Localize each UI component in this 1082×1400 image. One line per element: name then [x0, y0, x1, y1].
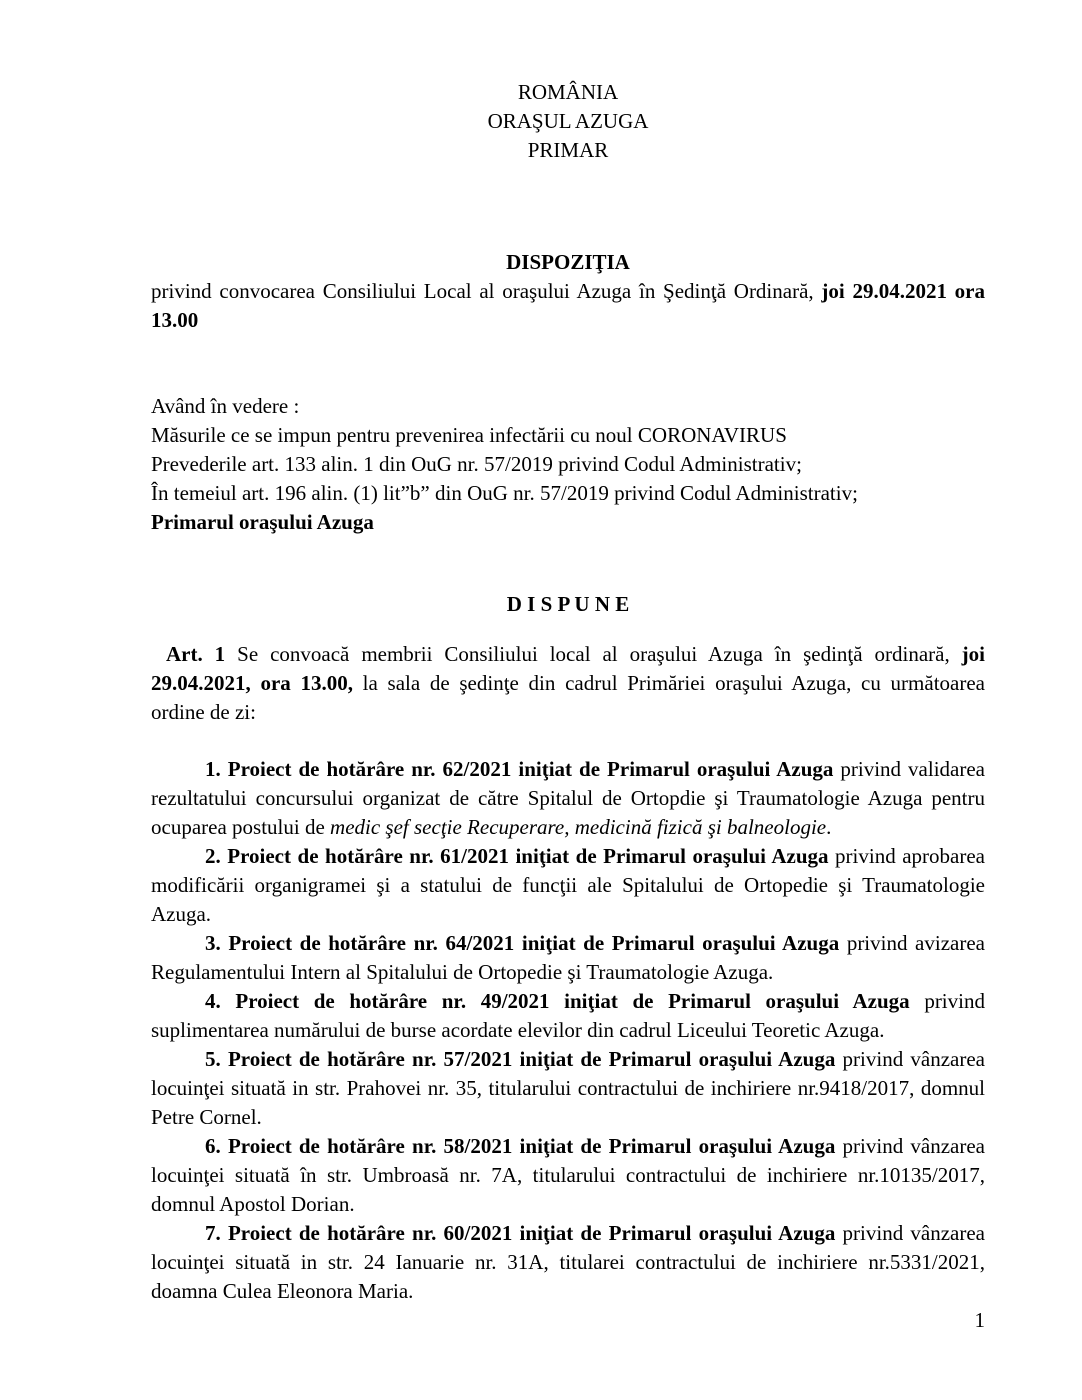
agenda-item-title: 7. Proiect de hotărâre nr. 60/2021 iniţiat de Primarul oraşului Azuga — [205, 1221, 836, 1245]
agenda-item-title: 1. Proiect de hotărâre nr. 62/2021 iniţiat de Primarul oraşului Azuga — [205, 757, 834, 781]
agenda-item-1 — [151, 755, 985, 842]
agenda-item-title: 4. Proiect de hotărâre nr. 49/2021 iniţiat de Primarul oraşului Azuga — [205, 989, 910, 1013]
agenda-item-5 — [151, 1045, 985, 1132]
article-1-label: Art. 1 — [166, 642, 226, 666]
agenda-item-text: privind vânzarea locuinţei situată în str. Umbroasă nr. 7A, titularului contractului de inchiriere nr.10135/2017, domnul Apostol Dorian. — [151, 1134, 985, 1216]
agenda-item-4 — [151, 987, 985, 1045]
header-country: ROMÂNIA — [517, 80, 619, 104]
dispune-heading: D I S P U N E — [506, 592, 630, 616]
header-office: PRIMAR — [527, 138, 609, 162]
agenda-item-6 — [151, 1132, 985, 1219]
subtitle-date-bold: joi 29.04.2021 ora 13.00 — [151, 279, 985, 332]
agenda-item-text: privind vânzarea locuinţei situată in str. 24 Ianuarie nr. 31A, titularei contractului de inchiriere nr.5331/2021, doamna Culea Eleonora Maria. — [151, 1221, 985, 1303]
preamble-line: Prevederile art. 133 alin. 1 din OuG nr. 57/2019 privind Codul Administrativ; — [151, 452, 802, 476]
title-block — [151, 248, 985, 335]
article-1-date-bold: joi 29.04.2021, ora 13.00, — [151, 642, 985, 695]
agenda-item-text: privind aprobarea modificării organigramei şi a statului de funcţii ale Spitalului de Ortopedie şi Traumatologie Azuga. — [151, 844, 985, 926]
agenda-item-title: 6. Proiect de hotărâre nr. 58/2021 iniţiat de Primarul oraşului Azuga — [205, 1134, 836, 1158]
agenda-item-title: 3. Proiect de hotărâre nr. 64/2021 iniţiat de Primarul oraşului Azuga — [205, 931, 840, 955]
article-1 — [151, 640, 985, 727]
agenda-item-title: 2. Proiect de hotărâre nr. 61/2021 iniţiat de Primarul oraşului Azuga — [205, 844, 829, 868]
agenda-item-2 — [151, 842, 985, 929]
document-header — [151, 78, 985, 165]
agenda-item-3 — [151, 929, 985, 987]
header-city: ORAŞUL AZUGA — [487, 109, 649, 133]
preamble-line: În temeiul art. 196 alin. (1) lit”b” din OuG nr. 57/2019 privind Codul Administrativ; — [151, 481, 858, 505]
preamble-intro: Având în vedere : — [151, 394, 300, 418]
preamble-line: Măsurile ce se impun pentru prevenirea infectării cu noul CORONAVIRUS — [151, 423, 787, 447]
agenda-item-text: privind vânzarea locuinţei situată in str. Prahovei nr. 35, titularului contractului de inchiriere nr.9418/2017, domnul Petre Cornel. — [151, 1047, 985, 1129]
article-1-text: Se convoacă membrii Consiliului local al oraşului Azuga în şedinţă ordinară, — [225, 642, 962, 666]
agenda-item-text: privind validarea rezultatului concursului organizat de către Spitalul de Ortopdie şi Traumatologie Azuga pentru ocuparea postului de — [151, 757, 985, 839]
article-1-text-after: la sala de şedinţe din cadrul Primăriei oraşului Azuga, cu următoarea ordine de zi: — [151, 671, 985, 724]
agenda-item-title: 5. Proiect de hotărâre nr. 57/2021 iniţiat de Primarul oraşului Azuga — [205, 1047, 836, 1071]
agenda-item-text: privind avizarea Regulamentului Intern al Spitalului de Ortopedie şi Traumatologie Azuga. — [151, 931, 985, 984]
preamble-section — [151, 392, 985, 537]
document-title: DISPOZIŢIA — [506, 250, 630, 274]
page-number: 1 — [974, 1308, 985, 1332]
document-subtitle — [151, 277, 985, 335]
agenda-item-italic: medic şef secţie Recuperare, medicină fizică şi balneologie — [330, 815, 827, 839]
agenda-item-7 — [151, 1219, 985, 1306]
agenda-item-tail: . — [826, 815, 832, 839]
agenda-item-text: privind suplimentarea numărului de burse acordate elevilor din cadrul Liceului Teoretic Azuga. — [151, 989, 985, 1042]
subtitle-text: privind convocarea Consiliului Local al oraşului Azuga în Şedinţă Ordinară, — [151, 279, 822, 303]
agenda-list — [151, 755, 985, 1306]
preamble-issuer: Primarul oraşului Azuga — [151, 510, 374, 534]
